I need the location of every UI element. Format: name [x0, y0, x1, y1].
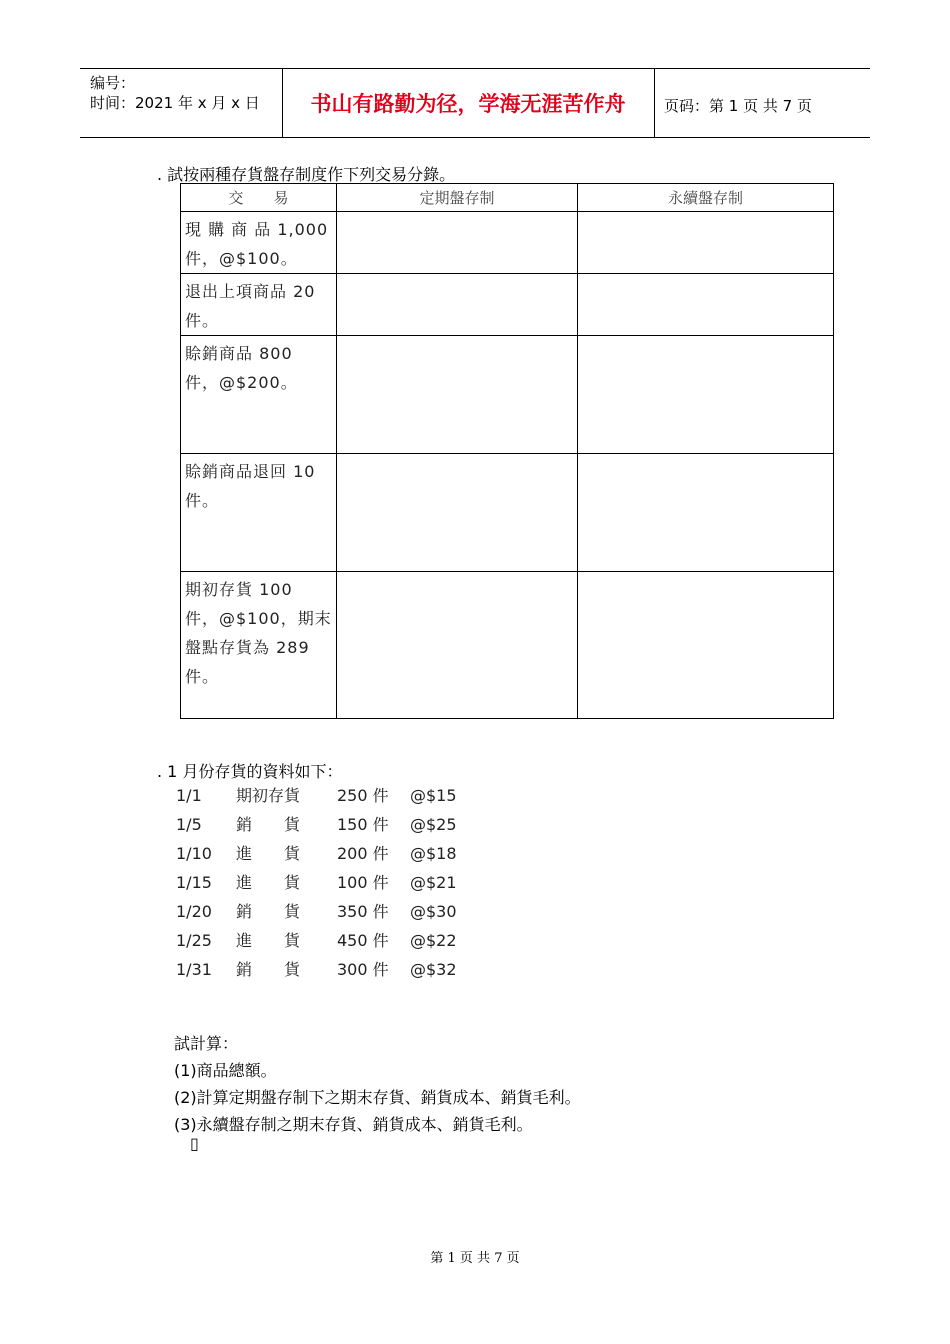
- record-unit-price: @$21: [410, 873, 457, 892]
- perpetual-entry-cell[interactable]: [578, 212, 834, 274]
- calculation-item: (1)商品總額。: [174, 1061, 277, 1080]
- perpetual-entry-cell[interactable]: [578, 572, 834, 719]
- record-quantity: 100 件: [337, 873, 389, 892]
- document-header: [80, 68, 870, 138]
- journal-entry-table: [180, 183, 834, 719]
- question-2-title: . 1 月份存貨的資料如下：: [157, 762, 343, 781]
- calculation-instructions: [174, 1030, 581, 1138]
- periodic-entry-cell[interactable]: [337, 274, 578, 336]
- list-item: [176, 781, 496, 810]
- placeholder-glyph: ▯: [190, 1134, 199, 1153]
- transaction-cell: 期初存貨 100 件，@$100，期末盤點存貨為 289 件。: [185, 580, 332, 686]
- record-quantity: 150 件: [337, 815, 389, 834]
- record-date: 1/20: [176, 902, 212, 921]
- record-quantity: 300 件: [337, 960, 389, 979]
- record-date: 1/10: [176, 844, 212, 863]
- transaction-cell: 賒銷商品 800 件，@$200。: [185, 344, 298, 392]
- table-row: [181, 336, 834, 454]
- perpetual-entry-cell[interactable]: [578, 336, 834, 454]
- perpetual-entry-cell[interactable]: [578, 274, 834, 336]
- header-divider-right: [654, 69, 655, 137]
- record-date: 1/1: [176, 786, 202, 805]
- perpetual-entry-cell[interactable]: [578, 454, 834, 572]
- list-item: [176, 926, 496, 955]
- transaction-cell: 賒銷商品退回 10 件。: [185, 462, 316, 510]
- record-type: 進 貨: [236, 931, 301, 950]
- record-unit-price: @$15: [410, 786, 457, 805]
- record-unit-price: @$32: [410, 960, 457, 979]
- number-label: 编号：: [90, 74, 136, 92]
- record-type: 銷 貨: [236, 960, 301, 979]
- record-quantity: 200 件: [337, 844, 389, 863]
- record-unit-price: @$30: [410, 902, 457, 921]
- record-date: 1/5: [176, 815, 202, 834]
- periodic-entry-cell[interactable]: [337, 212, 578, 274]
- periodic-entry-cell[interactable]: [337, 572, 578, 719]
- table-row: [181, 212, 834, 274]
- inventory-record-list: [176, 781, 496, 984]
- record-unit-price: @$22: [410, 931, 457, 950]
- table-row: [181, 274, 834, 336]
- list-item: [176, 897, 496, 926]
- record-type: 期初存貨: [236, 786, 301, 805]
- time-label: 时间：2021 年 x 月 x 日: [90, 94, 260, 112]
- header-motto: 书山有路勤为径，学海无涯苦作舟: [310, 91, 626, 116]
- header-meta: [90, 73, 260, 113]
- transaction-cell: 現 購 商 品 1,000 件，@$100。: [185, 220, 329, 268]
- table-row: [181, 572, 834, 719]
- record-type: 進 貨: [236, 873, 301, 892]
- record-type: 銷 貨: [236, 902, 301, 921]
- record-date: 1/25: [176, 931, 212, 950]
- calculation-title: 試計算：: [174, 1034, 239, 1053]
- record-date: 1/31: [176, 960, 212, 979]
- column-header-perpetual: 永續盤存制: [578, 184, 834, 212]
- record-quantity: 450 件: [337, 931, 389, 950]
- list-item: [176, 810, 496, 839]
- transaction-cell: 退出上項商品 20 件。: [185, 282, 316, 330]
- record-quantity: 350 件: [337, 902, 389, 921]
- record-unit-price: @$25: [410, 815, 457, 834]
- header-page-info: 页码：第 1 页 共 7 页: [664, 97, 812, 115]
- record-date: 1/15: [176, 873, 212, 892]
- page-footer: 第 1 页 共 7 页: [430, 1251, 520, 1266]
- record-type: 進 貨: [236, 844, 301, 863]
- periodic-entry-cell[interactable]: [337, 336, 578, 454]
- list-item: [176, 839, 496, 868]
- column-header-periodic: 定期盤存制: [337, 184, 578, 212]
- record-type: 銷 貨: [236, 815, 301, 834]
- list-item: [176, 868, 496, 897]
- calculation-item: (2)計算定期盤存制下之期末存貨、銷貨成本、銷貨毛利。: [174, 1088, 581, 1107]
- column-header-transaction: 交 易: [181, 184, 337, 212]
- question-1-title: . 試按兩種存貨盤存制度作下列交易分錄。: [157, 165, 456, 184]
- table-row: [181, 454, 834, 572]
- record-unit-price: @$18: [410, 844, 457, 863]
- record-quantity: 250 件: [337, 786, 389, 805]
- list-item: [176, 955, 496, 984]
- periodic-entry-cell[interactable]: [337, 454, 578, 572]
- calculation-item: (3)永續盤存制之期末存貨、銷貨成本、銷貨毛利。: [174, 1115, 533, 1134]
- table-header-row: [181, 184, 834, 212]
